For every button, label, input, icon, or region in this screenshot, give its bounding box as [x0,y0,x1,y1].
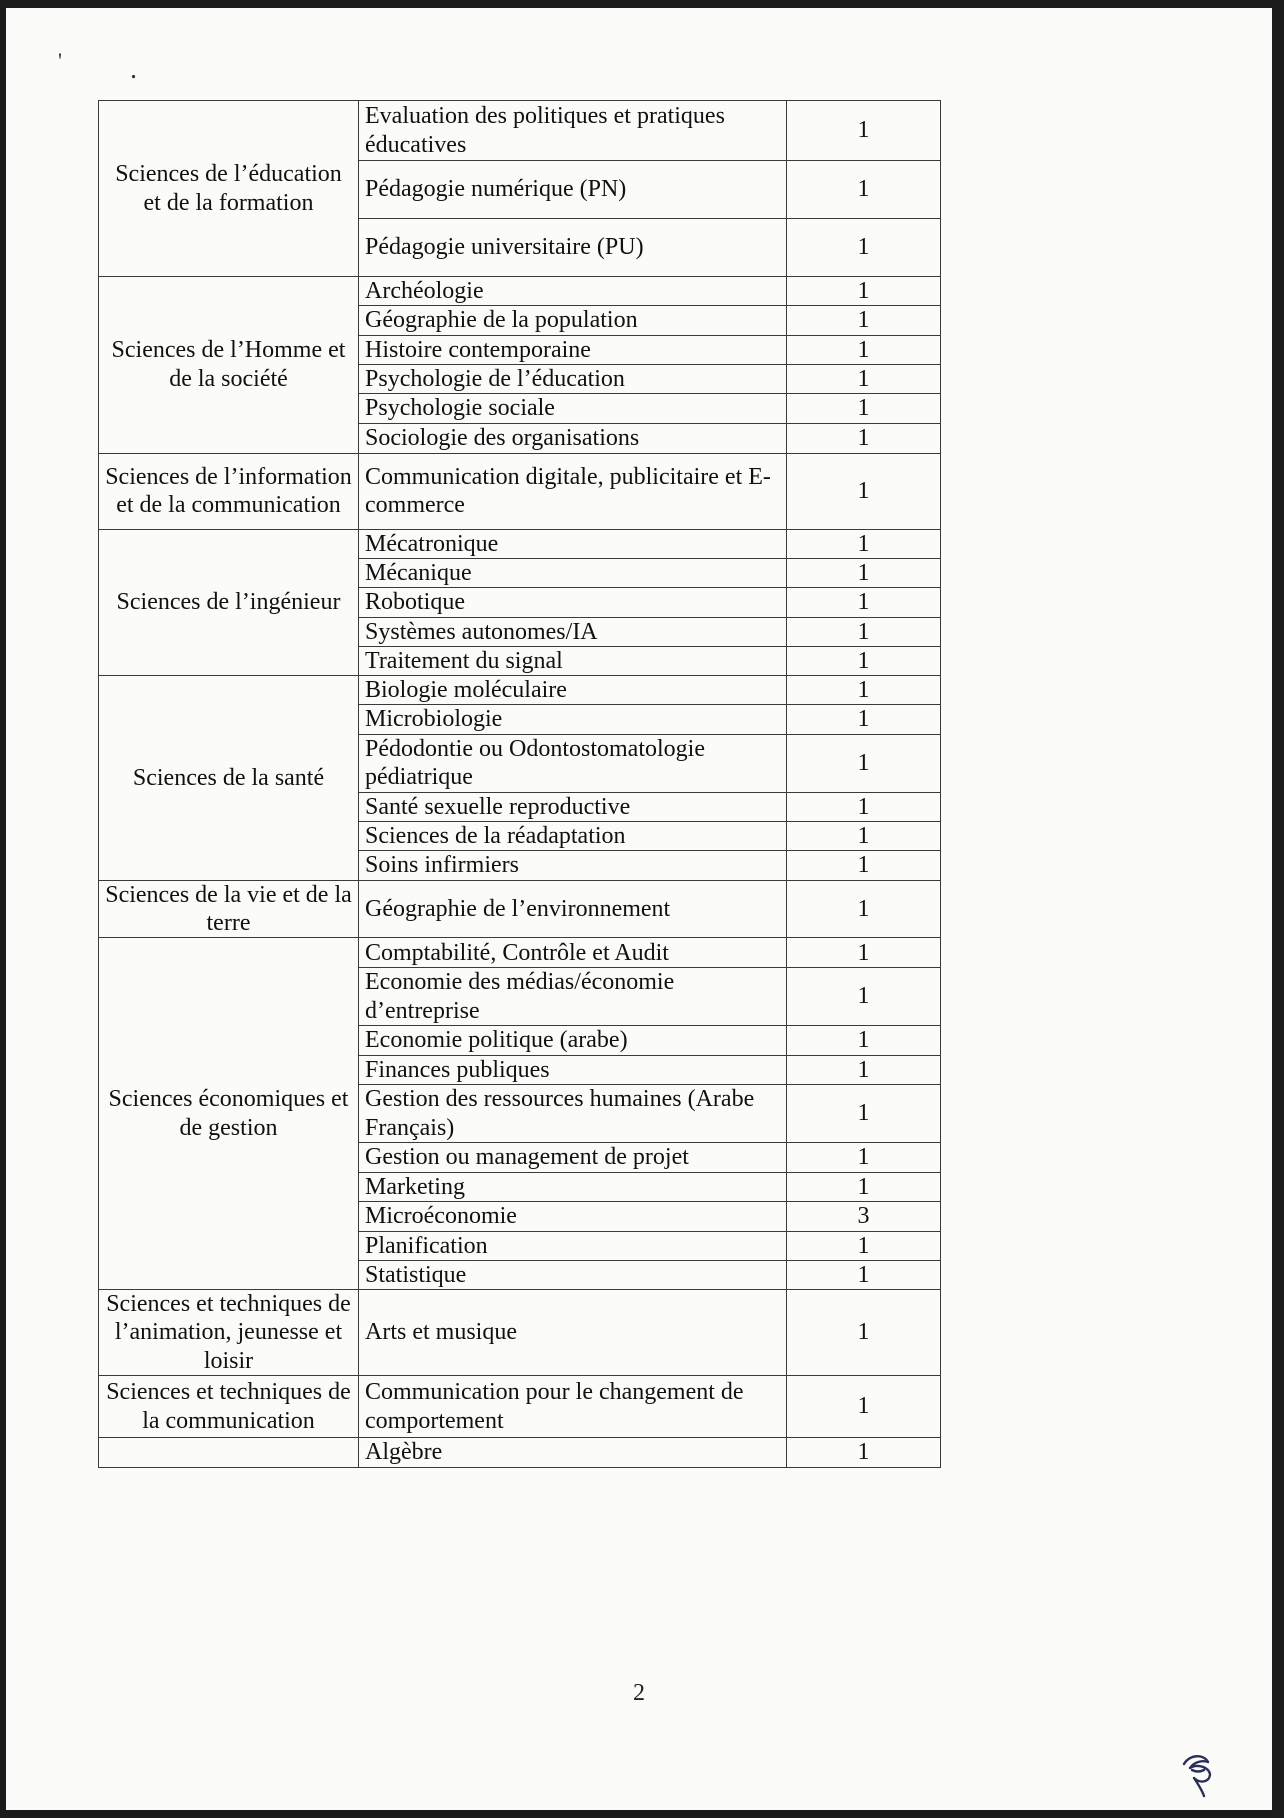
specialty-cell: Soins infirmiers [359,851,787,880]
count-cell: 1 [787,306,941,335]
specialty-cell: Gestion ou management de projet [359,1142,787,1172]
specialty-cell: Economie politique (arabe) [359,1025,787,1055]
scan-mark: . [130,54,137,85]
table-row [99,1438,941,1468]
specialty-cell: Histoire contemporaine [359,335,787,364]
domain-cell: Sciences de l’ingénieur [99,529,359,676]
specialty-cell: Microéconomie [359,1202,787,1231]
specialty-cell: Psychologie sociale [359,394,787,423]
table-row [99,1290,941,1376]
specialty-cell: Economie des médias/économie d’entreprise [359,968,787,1026]
count-cell: 1 [787,1260,941,1289]
domain-cell: Sciences de la vie et de la terre [99,880,359,938]
table-row [99,880,941,938]
count-cell: 1 [787,1025,941,1055]
specialty-cell: Arts et musique [359,1290,787,1376]
count-cell: 1 [787,822,941,851]
domain-cell: Sciences et techniques de l’animation, jeunesse et loisir [99,1290,359,1376]
specialty-cell: Pédagogie universitaire (PU) [359,219,787,277]
page-number: 2 [633,1680,645,1706]
domain-cell: Sciences de l’éducation et de la formation [99,101,359,277]
specialty-cell: Mécanique [359,558,787,587]
scan-mark: ' [58,48,62,73]
count-cell: 1 [787,792,941,821]
signature-initials [1174,1750,1224,1798]
table-row [99,101,941,161]
specialty-cell: Santé sexuelle reproductive [359,792,787,821]
count-cell: 1 [787,394,941,423]
count-cell: 1 [787,734,941,792]
count-cell: 1 [787,880,941,938]
count-cell: 1 [787,1231,941,1260]
specialty-cell: Traitement du signal [359,646,787,675]
specialty-cell: Géographie de l’environnement [359,880,787,938]
domain-cell: Sciences économiques et de gestion [99,938,359,1290]
table-row [99,1376,941,1438]
count-cell: 1 [787,588,941,617]
count-cell: 1 [787,851,941,880]
specialty-cell: Pédodontie ou Odontostomatologie pédiatrique [359,734,787,792]
specialty-cell: Géographie de la population [359,306,787,335]
table-row [99,938,941,968]
count-cell: 1 [787,1376,941,1438]
domain-cell: Sciences et techniques de la communication [99,1376,359,1438]
specialty-cell: Pédagogie numérique (PN) [359,161,787,219]
count-cell: 1 [787,1290,941,1376]
table-row [99,453,941,529]
specialty-cell: Sciences de la réadaptation [359,822,787,851]
count-cell: 1 [787,453,941,529]
domain-cell [99,1438,359,1468]
table-row [99,529,941,558]
specialty-cell: Marketing [359,1172,787,1201]
count-cell: 1 [787,161,941,219]
specialty-cell: Biologie moléculaire [359,676,787,705]
table-row [99,676,941,705]
count-cell: 1 [787,558,941,587]
count-cell: 1 [787,101,941,161]
count-cell: 1 [787,423,941,453]
count-cell: 3 [787,1202,941,1231]
count-cell: 1 [787,1172,941,1201]
count-cell: 1 [787,968,941,1026]
count-cell: 1 [787,1055,941,1084]
count-cell: 1 [787,938,941,968]
count-cell: 1 [787,277,941,306]
disciplines-table [98,100,941,1468]
count-cell: 1 [787,335,941,364]
specialty-cell: Robotique [359,588,787,617]
count-cell: 1 [787,646,941,675]
specialty-cell: Algèbre [359,1438,787,1468]
count-cell: 1 [787,219,941,277]
count-cell: 1 [787,364,941,393]
specialty-cell: Evaluation des politiques et pratiques éducatives [359,101,787,161]
specialty-cell: Mécatronique [359,529,787,558]
document-page [6,8,1272,1810]
specialty-cell: Statistique [359,1260,787,1289]
count-cell: 1 [787,1438,941,1468]
specialty-cell: Communication digitale, publicitaire et E-commerce [359,453,787,529]
count-cell: 1 [787,1085,941,1143]
specialty-cell: Microbiologie [359,705,787,734]
specialty-cell: Comptabilité, Contrôle et Audit [359,938,787,968]
domain-cell: Sciences de l’Homme et de la société [99,277,359,454]
count-cell: 1 [787,1142,941,1172]
table-row [99,277,941,306]
domain-cell: Sciences de la santé [99,676,359,881]
specialty-cell: Communication pour le changement de comportement [359,1376,787,1438]
specialty-cell: Sociologie des organisations [359,423,787,453]
specialty-cell: Gestion des ressources humaines (Arabe Français) [359,1085,787,1143]
count-cell: 1 [787,529,941,558]
count-cell: 1 [787,676,941,705]
specialty-cell: Finances publiques [359,1055,787,1084]
count-cell: 1 [787,617,941,646]
count-cell: 1 [787,705,941,734]
domain-cell: Sciences de l’information et de la communication [99,453,359,529]
specialty-cell: Systèmes autonomes/IA [359,617,787,646]
specialty-cell: Archéologie [359,277,787,306]
specialty-cell: Planification [359,1231,787,1260]
specialty-cell: Psychologie de l’éducation [359,364,787,393]
